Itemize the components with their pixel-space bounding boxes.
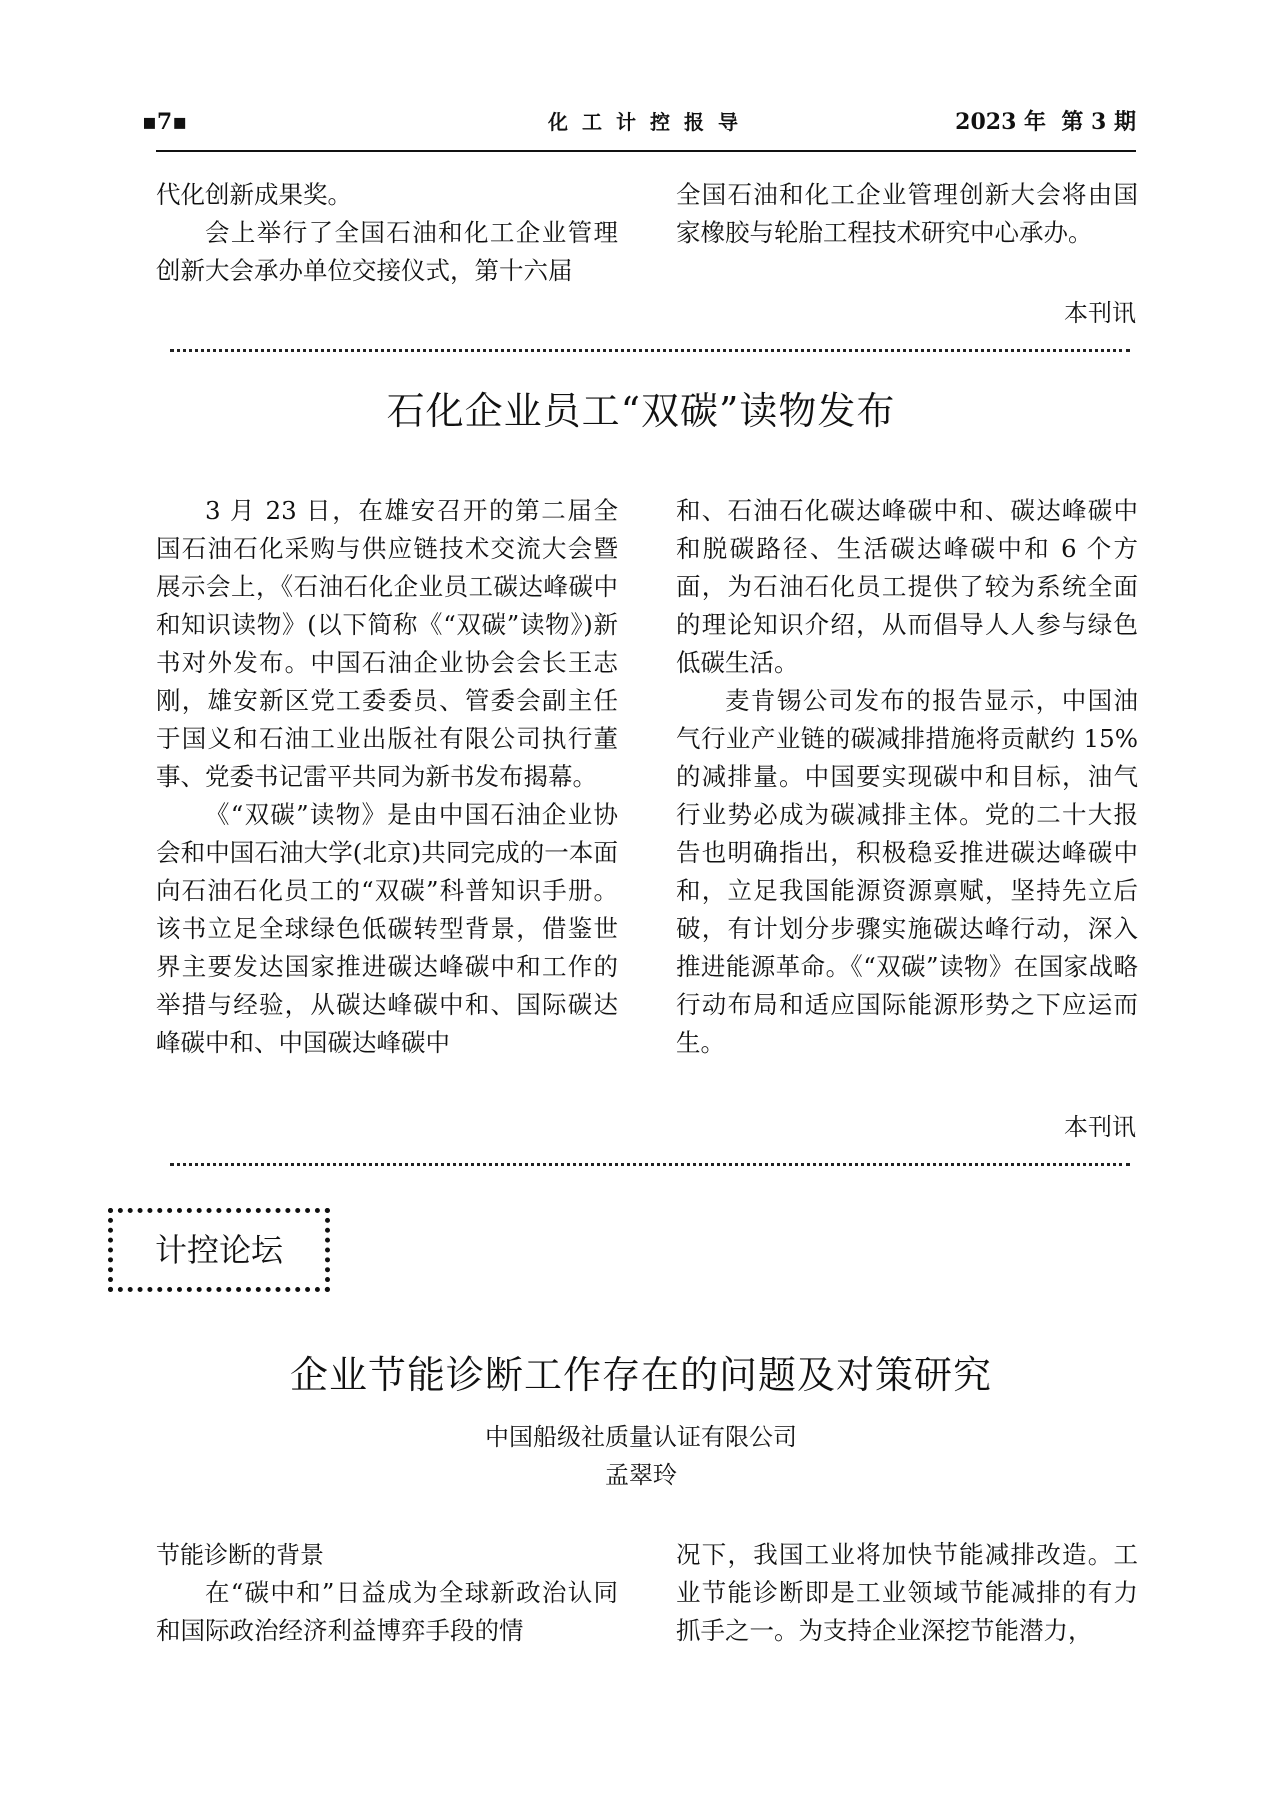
prev-article-right-column [676, 176, 1138, 252]
article2-left-column [156, 1536, 618, 1650]
article1-right-column [676, 492, 1138, 1062]
author-name: 孟翠玲 [605, 1461, 677, 1489]
article-title: 石化企业员工“双碳”读物发布 [386, 389, 896, 433]
article-title: 企业节能诊断工作存在的问题及对策研究 [289, 1353, 992, 1397]
article2-right-column [676, 1536, 1138, 1650]
byline: 本刊讯 [1064, 299, 1136, 327]
section-label: 计控论坛 [154, 1231, 283, 1269]
paragraph: 3 月 23 日，在雄安召开的第二届全国石油石化采购与供应链技术交流大会暨展示会上，《石油石化企业员工碳达峰碳中和知识读物》(以下简称《“双碳”读物》)新书对外发布。中国石油企业协会会长王志刚，雄安新区党工委委员、管委会副主任于国义和石油工业出版社有限公司执行董事、党委书记雷平共同为新书发布揭幕。 [156, 496, 618, 791]
paragraph: 会上举行了全国石油和化工企业管理创新大会承办单位交接仪式，第十六届 [156, 218, 618, 285]
author-organization: 中国船级社质量认证有限公司 [485, 1423, 797, 1451]
paragraph: 和、石油石化碳达峰碳中和、碳达峰碳中和脱碳路径、生活碳达峰碳中和 6 个方面，为石油石化员工提供了较为系统全面的理论知识介绍，从而倡导人人参与绿色低碳生活。 [676, 496, 1138, 677]
paragraph: 全国石油和化工企业管理创新大会将由国家橡胶与轮胎工程技术研究中心承办。 [676, 180, 1138, 247]
article1-left-column [156, 492, 618, 1062]
paragraph: 况下，我国工业将加快节能减排改造。工业节能诊断即是工业领域节能减排的有力抓手之一。为支持企业深挖节能潜力， [676, 1540, 1138, 1645]
paragraph: 麦肯锡公司发布的报告显示，中国油气行业产业链的碳减排措施将贡献约 15% 的减排量。中国要实现碳中和目标，油气行业势必成为碳减排主体。党的二十大报告也明确指出，积极稳妥推进碳达峰碳中和，立足我国能源资源禀赋，坚持先立后破，有计划分步骤实施碳达峰行动，深入推进能源革命。《“双碳”读物》在国家战略行动布局和适应国际能源形势之下应运而生。 [676, 686, 1138, 1057]
journal-name: 化工计控报导 [548, 110, 752, 134]
paragraph: 代化创新成果奖。 [156, 180, 352, 209]
dotted-separator [170, 1163, 1130, 1166]
paragraph: 《“双碳”读物》是由中国石油企业协会和中国石油大学(北京)共同完成的一本面向石油石化员工的“双碳”科普知识手册。该书立足全球绿色低碳转型背景，借鉴世界主要发达国家推进碳达峰碳中和工作的举措与经验，从碳达峰碳中和、国际碳达峰碳中和、中国碳达峰碳中 [156, 800, 618, 1057]
prev-article-left-column [156, 176, 618, 290]
issue-label: 2023 年 第 3 期 [955, 109, 1136, 135]
byline: 本刊讯 [1064, 1113, 1136, 1141]
header-rule [156, 150, 1136, 152]
page-number: ▪7▪ [142, 109, 188, 135]
paragraph: 在“碳中和”日益成为全球新政治认同和国际政治经济利益博弈手段的情 [156, 1578, 618, 1645]
dotted-separator [170, 349, 1130, 352]
section-subheading: 节能诊断的背景 [156, 1541, 324, 1569]
